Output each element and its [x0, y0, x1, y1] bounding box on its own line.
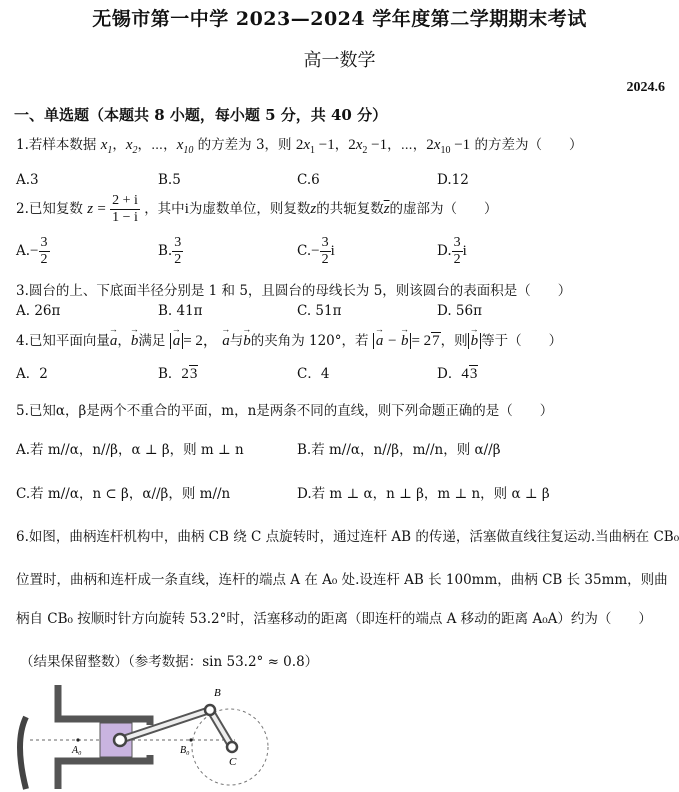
- section-heading: 一、单选题（本题共 8 小题，每小题 5 分，共 40 分）: [14, 106, 388, 124]
- q2-option-d: D. $\frac{3}{2}$ i: [437, 235, 467, 268]
- question-6-line-2: 位置时，曲柄和连杆成一条直线，连杆的端点 A 在 A₀ 处.设连杆 AB 长 100mm，曲柄 CB 长 35mm，则曲: [16, 572, 668, 588]
- label-c: C: [229, 756, 237, 768]
- q2-fraction: $\frac{2 + i}{1 - i}$: [112, 193, 138, 226]
- joint-a: [114, 734, 126, 746]
- question-4: 4.已知平面向量→ a，→ b满足 → a = 2， → a与→ b的夹角为 120°，若 → a − → b = 27，则 → b 等于（ ）: [16, 329, 562, 350]
- q2-text-2: ，其中: [144, 201, 185, 218]
- q1-option-a: A.3: [16, 172, 39, 188]
- question-6-line-1: 6.如图，曲柄连杆机构中，曲柄 CB 绕 C 点旋转时，通过连杆 AB 的传递，活塞做直线往复运动.当曲柄在 CB₀: [16, 529, 679, 545]
- question-1: 1.若样本数据 $x_1$，$x_2$，⋯，$x_{10}$ 的方差为 3，则 $2x_1 -1$，$2x_2 -1$，⋯，$2x_{10} -1$ 的方差为（ ）: [16, 137, 583, 156]
- q4-option-d: D．43: [437, 366, 478, 382]
- q3-option-c: C. 51π: [297, 303, 342, 319]
- q2-text-1: 2.已知复数: [16, 201, 83, 218]
- question-6-line-3: 柄自 CB₀ 按顺时针方向旋转 53.2°时，活塞移动的距离（即连杆的端点 A 移动的距离 A₀A）约为（ ）: [16, 611, 652, 627]
- cylinder-bottom-wall: [58, 755, 150, 789]
- left-wall-curve: [20, 717, 26, 789]
- label-b0: B₀: [180, 745, 190, 756]
- q2-text-5: 的虚部为（ ）: [389, 201, 498, 218]
- q3-option-b: B. 41π: [158, 303, 203, 319]
- point-a0: [76, 738, 79, 741]
- q3-option-d: D. 56π: [437, 303, 482, 319]
- question-6-line-4: （结果保留整数）（参考数据：sin 53.2° ≈ 0.8）: [20, 654, 319, 670]
- q4-option-c: C．4: [297, 366, 330, 382]
- label-b: B: [214, 687, 221, 699]
- point-b0: [189, 738, 192, 741]
- question-2: 2.已知复数 z = $\frac{2 + i}{1 - i}$ ，其中i为虚数单位，则复数z的共轭复数$\overline{z}$的虚部为（ ）: [16, 193, 498, 226]
- q2-text-3: 为虚数单位，则复数: [188, 201, 311, 218]
- q2-option-a: A.− $\frac{3}{2}$: [16, 235, 48, 268]
- q1-text-2: 的方差为 3，则: [197, 137, 292, 153]
- q2-option-c: C.− $\frac{3}{2}$ i: [297, 235, 335, 268]
- q1-text-1: 1.若样本数据: [16, 137, 97, 153]
- q4-option-a: A．2: [16, 366, 48, 382]
- q1-text-3: 的方差为（ ）: [474, 137, 583, 153]
- joint-c: [227, 742, 237, 752]
- q2-option-b: B. $\frac{3}{2}$: [158, 235, 182, 268]
- q2-text-4: 的共轭复数: [316, 201, 384, 218]
- q4-option-b: B．23: [158, 366, 198, 382]
- q1-option-c: C.6: [297, 172, 320, 188]
- cylinder-top-wall: [58, 685, 150, 725]
- q5-option-b: B.若 m//α，n//β，m//n，则 α//β: [297, 442, 501, 458]
- label-a0: A₀: [72, 745, 82, 756]
- exam-date: 2024.6: [626, 80, 665, 95]
- question-5: 5.已知α，β是两个不重合的平面，m，n是两条不同的直线，则下列命题正确的是（ ）: [16, 403, 554, 419]
- crank-connecting-rod-diagram: [0, 677, 300, 792]
- joint-b: [205, 705, 215, 715]
- q5-option-c: C.若 m//α，n ⊂ β，α//β，则 m//n: [16, 486, 231, 502]
- q5-option-d: D.若 m ⊥ α，n ⊥ β，m ⊥ n，则 α ⊥ β: [297, 486, 550, 502]
- q5-option-a: A.若 m//α，n//β，α ⊥ β，则 m ⊥ n: [16, 442, 244, 458]
- q1-option-d: D.12: [437, 172, 469, 188]
- question-3: 3.圆台的上、下底面半径分别是 1 和 5，且圆台的母线长为 5，则该圆台的表面积是（ ）: [16, 283, 572, 299]
- q1-option-b: B.5: [158, 172, 181, 188]
- exam-subject: 高一数学: [303, 50, 376, 71]
- exam-title: 无锡市第一中学 2023—2024 学年度第二学期期末考试: [92, 8, 587, 30]
- q3-option-a: A. 26π: [16, 303, 61, 319]
